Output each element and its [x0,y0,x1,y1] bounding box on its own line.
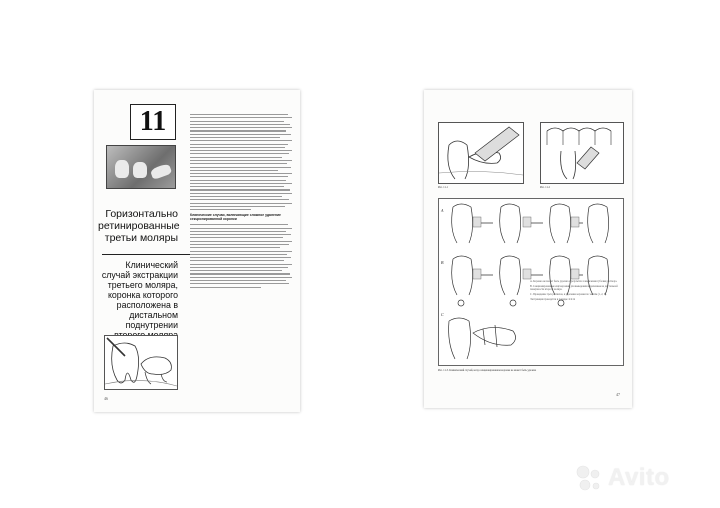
figure-11-1-caption: Рис. 11-1 [438,186,448,189]
page-number-left: 46 [104,396,108,401]
chapter-number: 11 [139,106,167,137]
left-page [94,90,300,412]
row-label-b: B [441,260,444,265]
section-subheading: Клинические случаи, включающие сложное удаление секционированной коронки [190,213,281,222]
watermark-text: Avito [608,464,670,491]
avito-watermark [574,458,714,498]
figure-11-3-caption: Рис. 11-3. Клинический случай, когда секционированная коронка не может быть удалена [438,369,537,372]
case-title: Клинический случай экстракции третьего моляра, коронка которого расположена в дистальном поднутрении [101,260,178,330]
figure-legend [530,280,622,302]
chapter-number-box [130,104,176,140]
legend-item-b: B. Секционированные ещё коронки, для выведения выделенные на дистальной поверхности второго моляра. [530,284,618,292]
crown-section-drawing-icon [541,123,623,183]
extraction-drawing-icon [439,123,523,183]
figure-11-2 [540,122,624,184]
title-divider [102,254,190,255]
page-number-right: 47 [616,392,620,397]
legend-item-c: C. Проведение трех распилов, и удаление коронки по частям (1, 2, 3). [530,292,607,296]
figure-11-2-caption: Рис. 11-2 [540,186,550,189]
legend-order: Экстракция проводится в порядке ①②③ [530,297,576,301]
dental-illustration [104,335,178,390]
legend-item-a: A. Коронка не может быть удалена в результате защемления губочки раствора. [530,280,618,283]
tooth-drawing-icon [105,336,177,389]
xray-photo [106,145,176,189]
row-label-a: A [441,208,444,213]
row-label-c: C [441,312,444,317]
avito-logo-icon [574,463,604,493]
right-page [424,90,632,408]
figure-11-1 [438,122,524,184]
chapter-title: Горизонтально ретинированные третьи моляры [98,208,180,244]
body-text-column [190,114,292,290]
